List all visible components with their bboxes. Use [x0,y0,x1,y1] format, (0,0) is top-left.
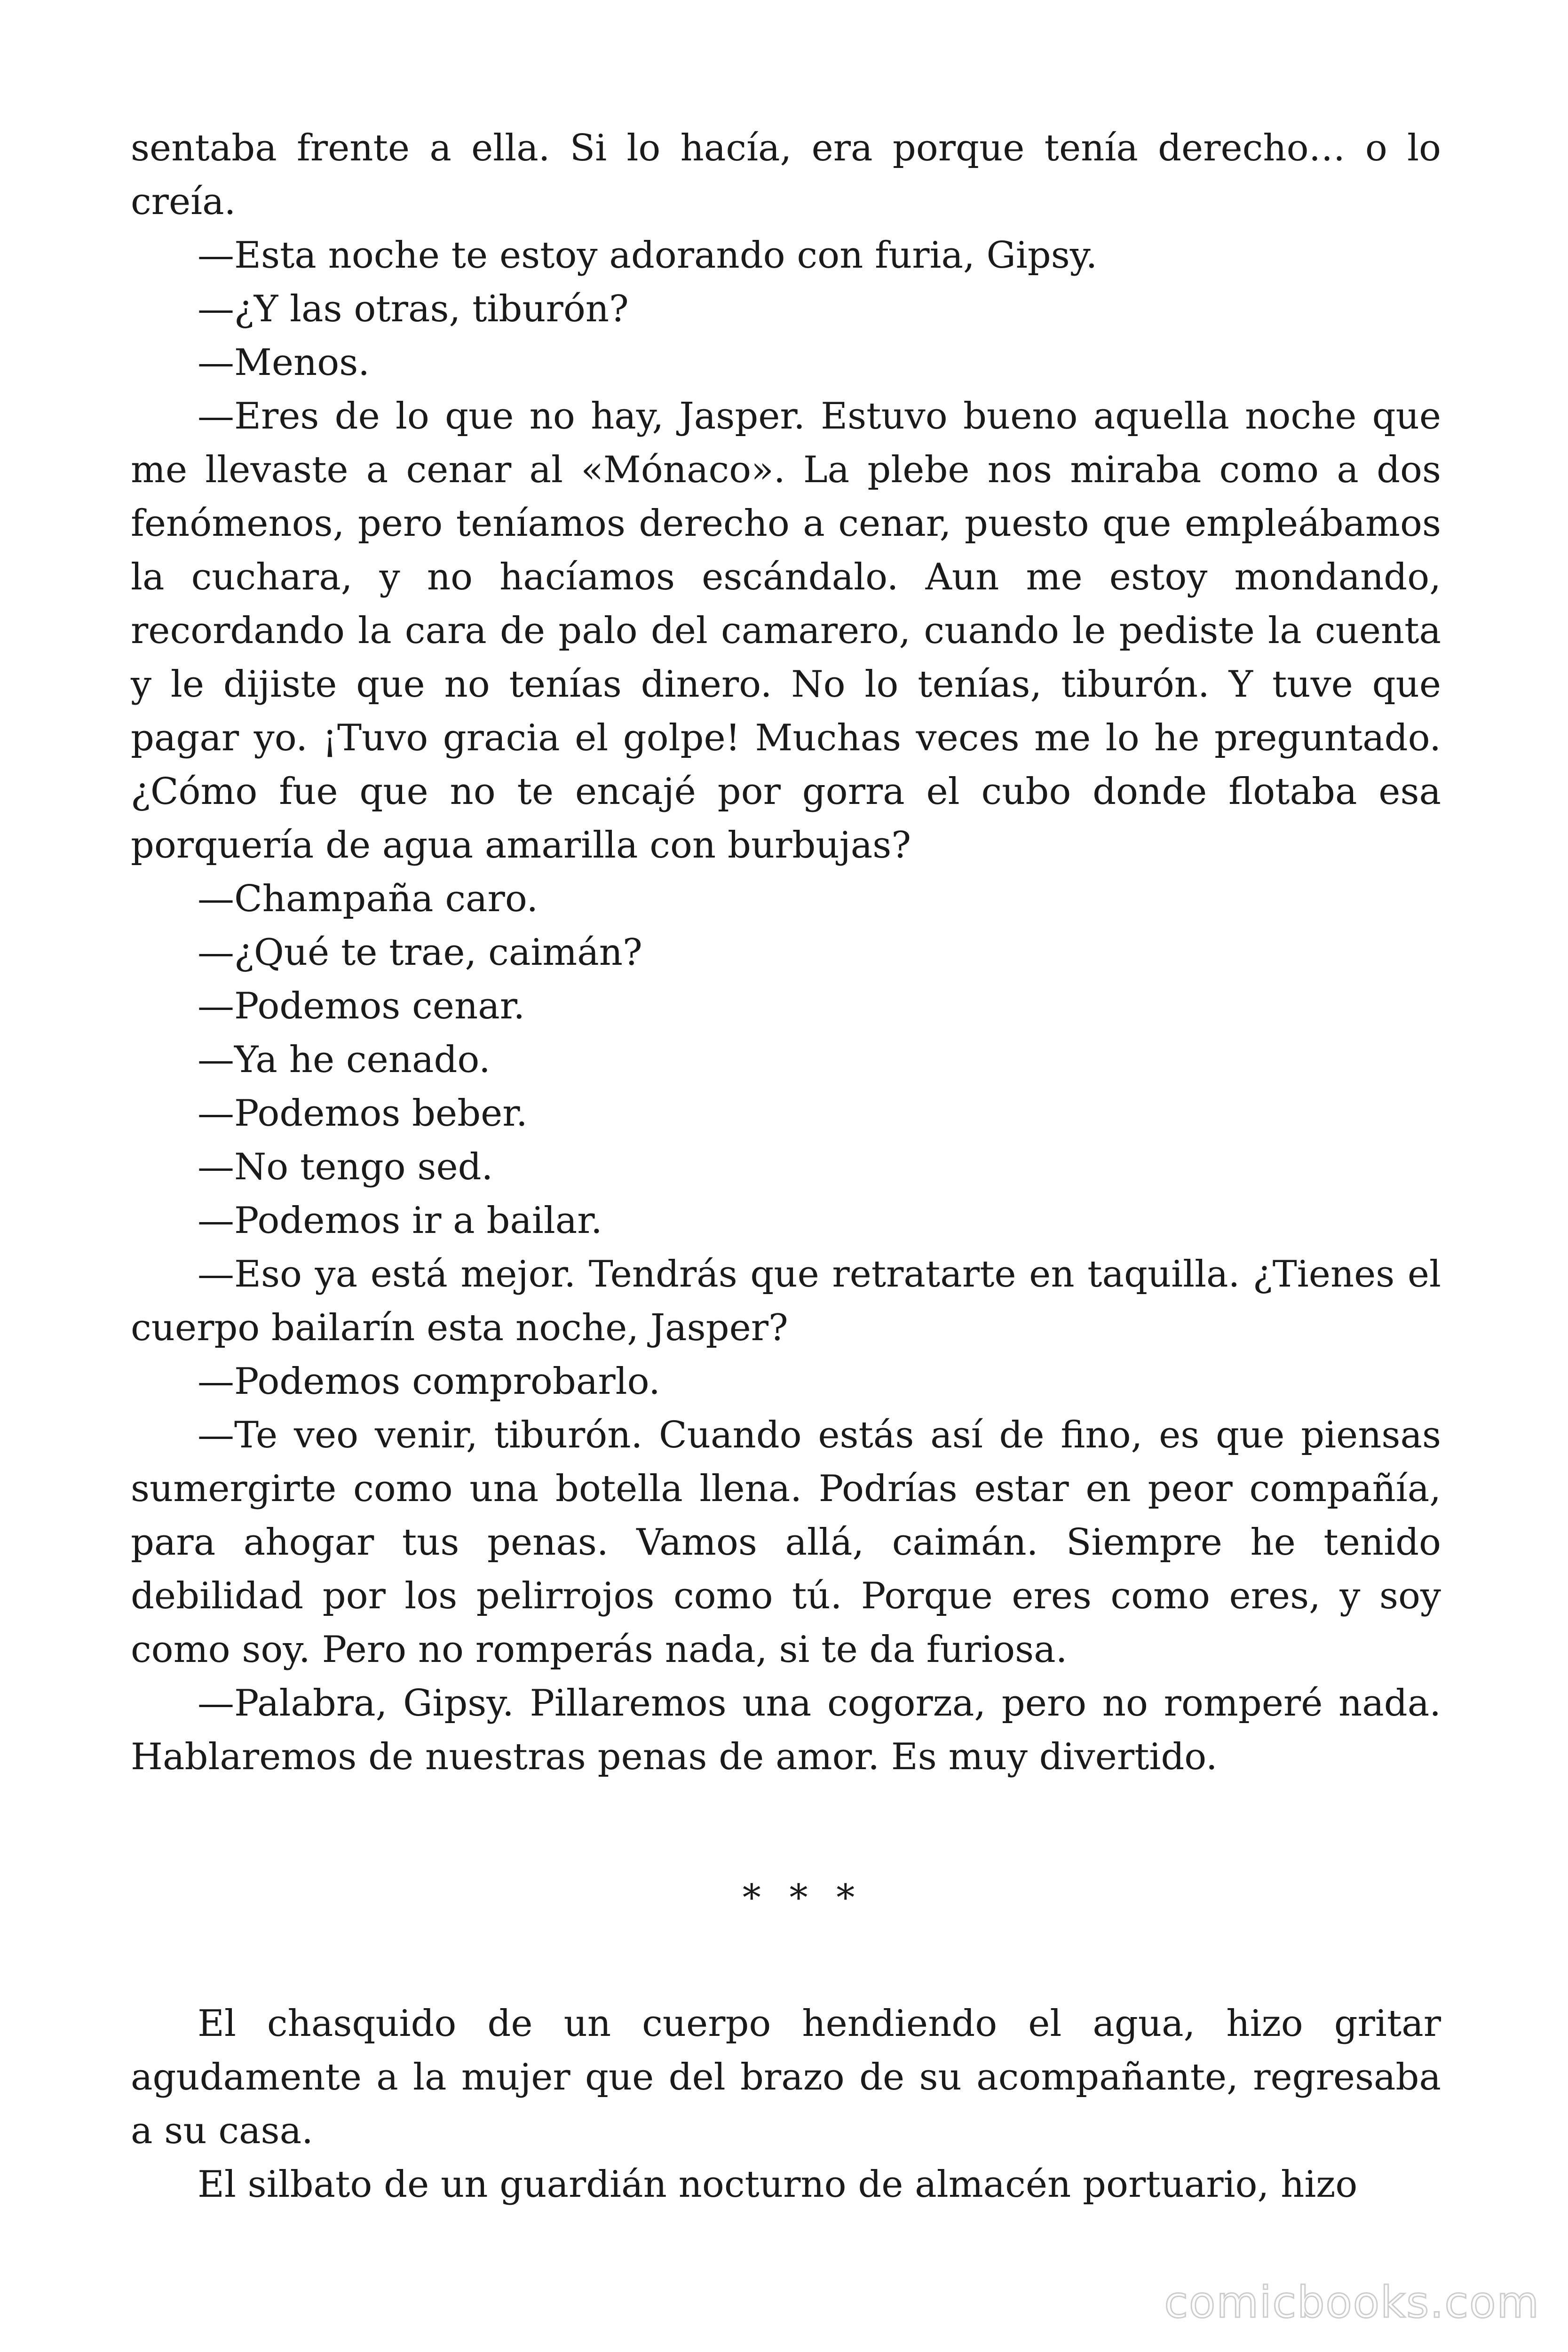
watermark-logo: comicbooks.com [1164,2277,1540,2328]
paragraph: —Podemos beber. [198,1092,528,1135]
paragraph: —Menos. [198,342,370,384]
paragraph: —Eso ya está mejor. Tendrás que retratarte en taquilla. ¿Tienes el cuerpo bailarín esta noche, Jasper? [131,1253,1441,1349]
paragraph: —¿Y las otras, tiburón? [198,288,629,330]
paragraph: sentaba frente a ella. Si lo hacía, era porque tenía derecho… o lo creía. [131,127,1441,223]
paragraph: El chasquido de un cuerpo hendiendo el agua, hizo gritar agudamente a la mujer que del brazo de su acompañante, regresaba a su casa. [131,2002,1441,2152]
paragraph: —¿Qué te trae, caimán? [198,931,642,974]
paragraph: —Podemos cenar. [198,985,525,1027]
text-body-bottom [131,1997,1441,2211]
paragraph: —Ya he cenado. [198,1039,491,1081]
section-separator: * * * [742,1877,863,1919]
paragraph: —Podemos ir a bailar. [198,1200,602,1242]
paragraph: —Champaña caro. [198,878,539,920]
paragraph: El silbato de un guardián nocturno de almacén portuario, hizo [198,2163,1358,2206]
paragraph: —Te veo venir, tiburón. Cuando estás así de fino, es que piensas sumergirte como una botella llena. Podrías estar en peor compañía, para ahogar tus penas. Vamos allá, caimán. Siempre he tenido debilidad por los pelirrojos como tú. Porque eres como eres, y soy como soy. Pero no romperás nada, si te da furiosa. [131,1414,1441,1671]
text-body-top [131,121,1441,1784]
paragraph: —Palabra, Gipsy. Pillaremos una cogorza, pero no romperé nada. Hablaremos de nuestras penas de amor. Es muy divertido. [131,1682,1441,1778]
paragraph: —Esta noche te estoy adorando con furia, Gipsy. [198,234,1098,277]
paragraph: —Eres de lo que no hay, Jasper. Estuvo bueno aquella noche que me llevaste a cenar al «Mónaco». La plebe nos miraba como a dos fenómenos, pero teníamos derecho a cenar, puesto que empleábamos la cuchara, y no hacíamos escándalo. Aun me estoy mondando, recordando la cara de palo del camarero, cuando le pediste la cuenta y le dijiste que no tenías dinero. No lo tenías, tiburón. Y tuve que pagar yo. ¡Tuvo gracia el golpe! Muchas veces me lo he preguntado. ¿Cómo fue que no te encajé por gorra el cubo donde flotaba esa porquería de agua amarilla con burbujas? [131,395,1441,866]
paragraph: —Podemos comprobarlo. [198,1360,660,1403]
paragraph: —No tengo sed. [198,1146,493,1188]
